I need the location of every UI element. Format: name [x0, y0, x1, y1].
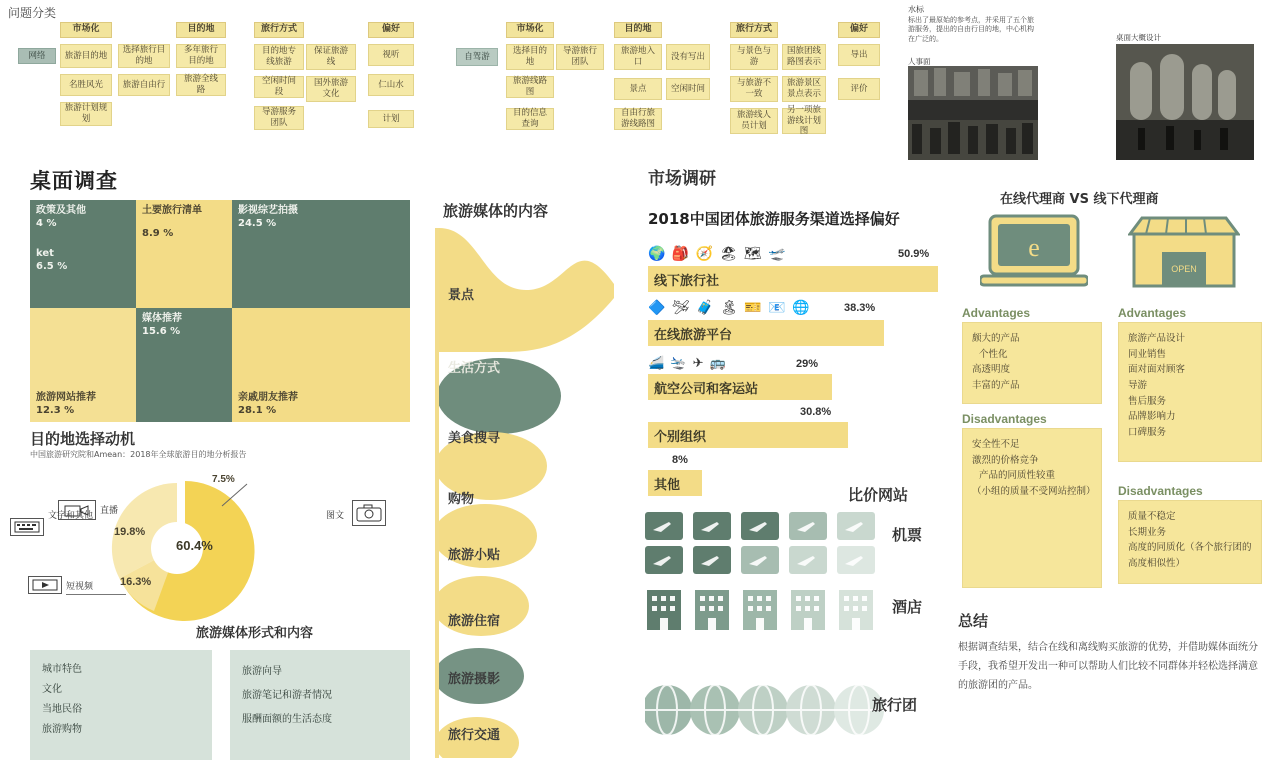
summary-text: 根据调查结果，结合在线和离线购买旅游的优势，并借助媒体面统分手段，我希望开发出一种可以帮助人们比较不同群体并轻松选择满意的旅游团的产品。 — [958, 642, 1258, 691]
treemap-cell-value: 15.6 % — [142, 325, 181, 337]
note[interactable]: 导游服务团队 — [254, 106, 304, 130]
funnel-label: 生活方式 — [448, 361, 501, 376]
photo-note-title: 水标 — [908, 5, 924, 14]
note-header[interactable]: 目的地 — [176, 22, 226, 38]
note-header[interactable]: 市场化 — [506, 22, 554, 38]
note-header[interactable]: 旅行方式 — [254, 22, 304, 38]
note[interactable]: 空闲时间 — [666, 78, 710, 100]
treemap-cell-value: 6.5 % — [36, 260, 68, 272]
motivation-title: 目的地选择动机 — [30, 430, 136, 448]
note[interactable]: 另一项旅游线计划图 — [782, 108, 826, 134]
page-title-desktop-survey: 桌面调查 — [30, 169, 118, 193]
note-tag[interactable]: 自驾游 — [456, 48, 498, 66]
ticket-icon-grid — [645, 512, 885, 576]
bar-icons-row: 🌍 🎒 🧭 🏖 🗺 🛫 — [648, 246, 787, 262]
legend-label-graphic: 图文 — [326, 511, 345, 521]
note[interactable]: 旅游目的地 — [60, 44, 112, 68]
treemap-cell-value: 4 % — [36, 217, 57, 229]
note[interactable]: 名胜风光 — [60, 74, 112, 96]
box-right-item: 服酬面额的生活态度 — [242, 714, 332, 725]
treemap-cell-label: 亲戚朋友推荐 — [238, 392, 298, 403]
box-left — [30, 650, 212, 760]
note-header[interactable]: 市场化 — [60, 22, 112, 38]
photo-interior — [908, 66, 1038, 160]
summary-title: 总结 — [958, 612, 989, 630]
online-advantages-title: Advantages — [962, 306, 1031, 320]
note[interactable]: 计划 — [368, 110, 414, 128]
list-item: 售后服务 — [1128, 395, 1167, 407]
shop-icon — [1128, 212, 1240, 292]
svg-text:e: e — [1028, 233, 1040, 262]
icon-row-label-flight: 机票 — [892, 526, 923, 544]
treemap-cell-label: 媒体推荐 — [142, 313, 182, 324]
board-title: 问题分类 — [8, 6, 57, 20]
treemap-cell-value: 24.5 % — [238, 217, 277, 229]
bar-label: 其他 — [648, 470, 702, 496]
list-item: 产品的同质性较重 — [979, 470, 1056, 482]
note[interactable]: 国外旅游文化 — [306, 76, 356, 102]
media-caption: 旅游媒体形式和内容 — [196, 626, 314, 641]
list-item: 高透明度 — [972, 364, 1011, 376]
market-research-title: 市场调研 — [648, 169, 716, 189]
box-right-item: 旅游向导 — [242, 666, 282, 677]
motivation-source: 中国旅游研究院和Amean：2018年全球旅游目的地分析报告 — [30, 450, 247, 459]
note[interactable]: 国旅团线路图表示 — [782, 44, 826, 70]
media-content-title: 旅游媒体的内容 — [443, 202, 549, 220]
note-header[interactable]: 偏好 — [368, 22, 414, 38]
note-tag[interactable]: 网络 — [18, 48, 56, 64]
icon-row-label-hotel: 酒店 — [892, 598, 923, 616]
list-item: 丰富的产品 — [972, 380, 1020, 392]
box-left-item: 城市特色 — [42, 664, 82, 675]
note[interactable]: 仁山水 — [368, 74, 414, 96]
online-advantages-card — [962, 322, 1102, 404]
list-item: 导游 — [1128, 380, 1148, 392]
funnel-label: 旅行交通 — [448, 728, 501, 743]
offline-advantages-title: Advantages — [1118, 306, 1187, 320]
note[interactable]: 旅游线路图 — [506, 76, 554, 98]
list-item: 激烈的价格竞争 — [972, 454, 1039, 466]
box-right-item: 旅游笔记和游者情况 — [242, 690, 332, 701]
legend-label-text: 文字和其他 — [48, 511, 94, 521]
funnel-label: 旅游小贴 — [448, 548, 501, 563]
box-right — [230, 650, 410, 760]
note[interactable]: 评价 — [838, 78, 880, 100]
note[interactable]: 自由行旅游线路图 — [614, 108, 662, 130]
agency-title: 在线代理商 VS 线下代理商 — [1000, 192, 1159, 207]
treemap-cell-value: 8.9 % — [142, 227, 174, 239]
compare-title: 比价网站 — [848, 486, 909, 504]
note-header[interactable]: 偏好 — [838, 22, 880, 38]
photo-exterior — [1116, 44, 1254, 160]
treemap-cell-value: 28.1 % — [238, 404, 277, 416]
bar-chart-title: 2018中国团体旅游服务渠道选择偏好 — [648, 210, 900, 228]
box-left-item: 当地民俗 — [42, 704, 82, 715]
treemap-cell-label: 旅游网站推荐 — [36, 392, 96, 403]
leader-line — [66, 594, 126, 595]
note[interactable]: 视听 — [368, 44, 414, 66]
offline-advantages-card — [1118, 322, 1262, 462]
list-item: 长期业务 — [1128, 526, 1167, 538]
note[interactable]: 旅游地入口 — [614, 44, 662, 70]
note-header[interactable]: 目的地 — [614, 22, 662, 38]
note[interactable]: 空闲时间段 — [254, 76, 304, 98]
note[interactable]: 目的地专线旅游 — [254, 44, 304, 70]
treemap-chart — [30, 200, 410, 422]
bar-value: 29% — [796, 358, 819, 370]
note[interactable]: 与景色与游 — [730, 44, 778, 70]
note[interactable]: 多年旅行目的地 — [176, 44, 226, 68]
online-disadvantages-card — [962, 428, 1102, 588]
list-item: 口碑服务 — [1128, 427, 1167, 439]
photo2-caption: 桌面大概设计 — [1116, 33, 1161, 42]
svg-text:OPEN: OPEN — [1171, 264, 1197, 274]
box-left-item: 旅游购物 — [42, 724, 82, 735]
note[interactable]: 导游旅行团队 — [556, 44, 604, 70]
icon-row-label-tour: 旅行团 — [872, 696, 918, 714]
bar-icons-row: 🚄 🛬 ✈ 🚌 — [648, 356, 727, 371]
note[interactable]: 与旅游不一致 — [730, 76, 778, 102]
note[interactable]: 旅游自由行 — [118, 74, 170, 96]
treemap-cell-label: 土要旅行清单 — [142, 205, 202, 216]
camera-icon — [352, 500, 386, 526]
pie-label-3: 7.5% — [212, 474, 235, 485]
treemap-cell — [136, 200, 232, 308]
bar-label: 在线旅游平台 — [648, 320, 884, 346]
note[interactable]: 导出 — [838, 44, 880, 66]
list-item: 安全性不足 — [972, 439, 1020, 450]
pie-label-2: 16.3% — [120, 576, 152, 588]
laptop-icon — [980, 212, 1088, 292]
bar-value: 38.3% — [844, 302, 876, 314]
note[interactable]: 没有写出 — [666, 44, 710, 70]
box-left-item: 文化 — [42, 684, 62, 695]
bar-label: 个别组织 — [648, 422, 848, 448]
funnel-label: 景点 — [448, 288, 475, 303]
funnel-label: 美食搜寻 — [448, 431, 501, 446]
list-item: 个性化 — [979, 348, 1008, 360]
list-item: 面对面对顾客 — [1128, 364, 1186, 376]
list-item: 质量不稳定 — [1128, 511, 1176, 522]
note[interactable]: 选择旅行目的地 — [118, 44, 170, 68]
bar-value: 30.8% — [800, 406, 832, 418]
treemap-cell-label: ket — [36, 248, 54, 259]
list-item: 品牌影响力 — [1128, 411, 1176, 423]
treemap-cell-value: 12.3 % — [36, 404, 75, 416]
treemap-cell-label: 影视综艺拍摄 — [238, 205, 298, 216]
note[interactable]: 旅游景区景点表示 — [782, 76, 826, 102]
note[interactable]: 保证旅游线 — [306, 44, 356, 70]
bar-chart — [648, 240, 948, 500]
treemap-cell — [232, 200, 410, 308]
globe-icon-grid — [645, 680, 885, 740]
funnel-label: 旅游摄影 — [448, 672, 501, 687]
photo-note-text: 标出了最原始的参考点，并采用了五个旅游服务，提出的自由行目的地，中心机构在广泛的。 — [908, 16, 1034, 43]
list-item: 旅游产品设计 — [1128, 333, 1186, 344]
legend-label-shortvideo: 短视频 — [66, 582, 94, 592]
offline-disadvantages-title: Disadvantages — [1118, 484, 1203, 498]
hotel-icon-grid — [645, 588, 885, 632]
legend-label-live: 直播 — [100, 506, 119, 516]
bar-label: 航空公司和客运站 — [648, 374, 832, 400]
keyboard-icon — [10, 518, 44, 536]
note-header[interactable]: 旅行方式 — [730, 22, 778, 38]
note[interactable]: 景点 — [614, 78, 662, 100]
bar-label: 线下旅行社 — [648, 266, 938, 292]
note[interactable]: 旅游线人员计划 — [730, 108, 778, 134]
play-icon — [28, 576, 62, 594]
pie-label-1: 19.8% — [114, 526, 146, 538]
note[interactable]: 旅游计划规划 — [60, 102, 112, 126]
note[interactable]: 目的信息查询 — [506, 108, 554, 130]
bar-icons-row: 🔷 🛩 🧳 🏝 🎫 📧 🌐 — [648, 300, 811, 316]
note[interactable]: 选择目的地 — [506, 44, 554, 70]
pie-label-0: 60.4% — [176, 538, 213, 553]
online-disadvantages-title: Disadvantages — [962, 412, 1047, 426]
treemap-cell-label: 政策及其他 — [36, 205, 86, 216]
pie-chart — [92, 466, 272, 636]
bar-value: 50.9% — [898, 248, 930, 260]
photo-note-caption: 人事面 — [908, 57, 931, 66]
offline-disadvantages-card — [1118, 500, 1262, 584]
funnel-label: 购物 — [448, 492, 475, 507]
list-item: 同业销售 — [1128, 348, 1167, 360]
funnel-label: 旅游住宿 — [448, 614, 501, 629]
note[interactable]: 旅游全线路 — [176, 74, 226, 96]
list-item: 高度的同质化（各个旅行团的高度相似性） — [1128, 542, 1252, 570]
list-item: （小组的质量不受网站控制） — [972, 486, 1096, 498]
list-item: 颇大的产品 — [972, 333, 1020, 344]
bar-value: 8% — [672, 454, 688, 466]
